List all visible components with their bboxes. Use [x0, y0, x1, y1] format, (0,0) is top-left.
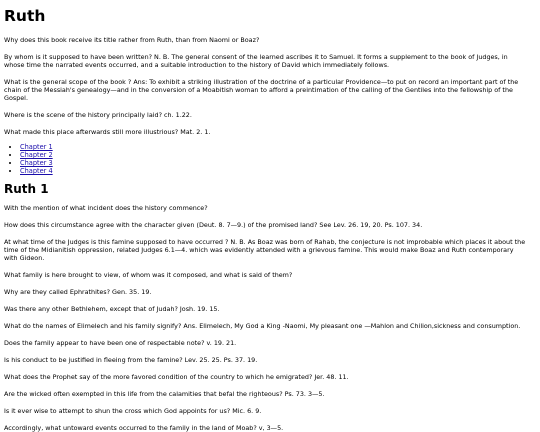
chapter-list: [4, 143, 528, 175]
page-title: Ruth: [4, 7, 46, 25]
chapter-heading: Ruth 1: [4, 182, 49, 196]
chapter-3-link[interactable]: Chapter 3: [20, 159, 53, 167]
question-paragraph: Does the family appear to have been one of respectable note? v. 19. 21.: [4, 339, 237, 347]
question-paragraph: Why are they called Ephrathites? Gen. 35. 19.: [4, 288, 152, 296]
question-paragraph: Are the wicked often exempted in this life from the calamities that befal the righteous? Ps. 73. 3—5.: [4, 390, 325, 398]
chapter-1-link[interactable]: Chapter 1: [20, 143, 53, 151]
chapter-list-item: [20, 167, 528, 175]
question-paragraph: Accordingly, what untoward events occurred to the family in the land of Moab? v, 3—5.: [4, 424, 284, 432]
intro-paragraph: What made this place afterwards still more illustrious? Mat. 2. 1.: [4, 128, 211, 136]
question-paragraph: Is his conduct to be justified in fleeing from the famine? Lev. 25. 25. Ps. 37. 19.: [4, 356, 258, 364]
question-paragraph: With the mention of what incident does the history commence?: [4, 204, 208, 212]
chapter-list-item: [20, 151, 528, 159]
chapter-4-link[interactable]: Chapter 4: [20, 167, 53, 175]
question-paragraph: How does this circumstance agree with the character given (Deut. 8. 7—9.) of the promised land? See Lev. 26. 19, 20. Ps. 107. 34.: [4, 221, 423, 229]
question-paragraph: Is it ever wise to attempt to shun the cross which God appoints for us? Mic. 6. 9.: [4, 407, 262, 415]
chapter-list-item: [20, 143, 528, 151]
question-paragraph: What does the Prophet say of the more favored condition of the country to which he emigrated? Jer. 48. 11.: [4, 373, 349, 381]
question-paragraph: Was there any other Bethlehem, except that of Judah? Josh. 19. 15.: [4, 305, 220, 313]
intro-paragraph: Where is the scene of the history principally laid? ch. 1.22.: [4, 111, 192, 119]
chapter-list-item: [20, 159, 528, 167]
question-paragraph: At what time of the Judges is this famine supposed to have occurred ? N. B. As Boaz was born of Rahab, the conjecture is not improbable which places it about the time of the Midianitish oppression, related Judges 6.1—4. which was evidently attended with a grievous famine. This would make Boaz and Ruth contemporary with Gideon.: [4, 238, 526, 262]
intro-paragraph: What is the general scope of the book ? Ans: To exhibit a striking illustration of the doctrine of a particular Providence—to put on record an important part of the chain of the Messiah's genealogy—and in the conversion of a Moabitish woman to afford a preintimation of the calling of the Gentiles into the fellowship of the Gospel.: [4, 78, 519, 102]
intro-paragraph: Why does this book receive its title rather from Ruth, than from Naomi or Boaz?: [4, 36, 260, 44]
question-paragraph: What do the names of Elimelech and his family signify? Ans. Elimelech, My God a King -Naomi, My pleasant one —Mahlon and Chilion,sickness and consumption.: [4, 322, 521, 330]
question-paragraph: What family is here brought to view, of whom was it composed, and what is said of them?: [4, 271, 293, 279]
chapter-2-link[interactable]: Chapter 2: [20, 151, 53, 159]
intro-paragraph: By whom is it supposed to have been written? N. B. The general consent of the learned ascribes it to Samuel. It forms a supplement to the book of Judges, in whose time the narrated events occurred, and a suitable introduction to the history of David which immediately follows.: [4, 53, 508, 69]
